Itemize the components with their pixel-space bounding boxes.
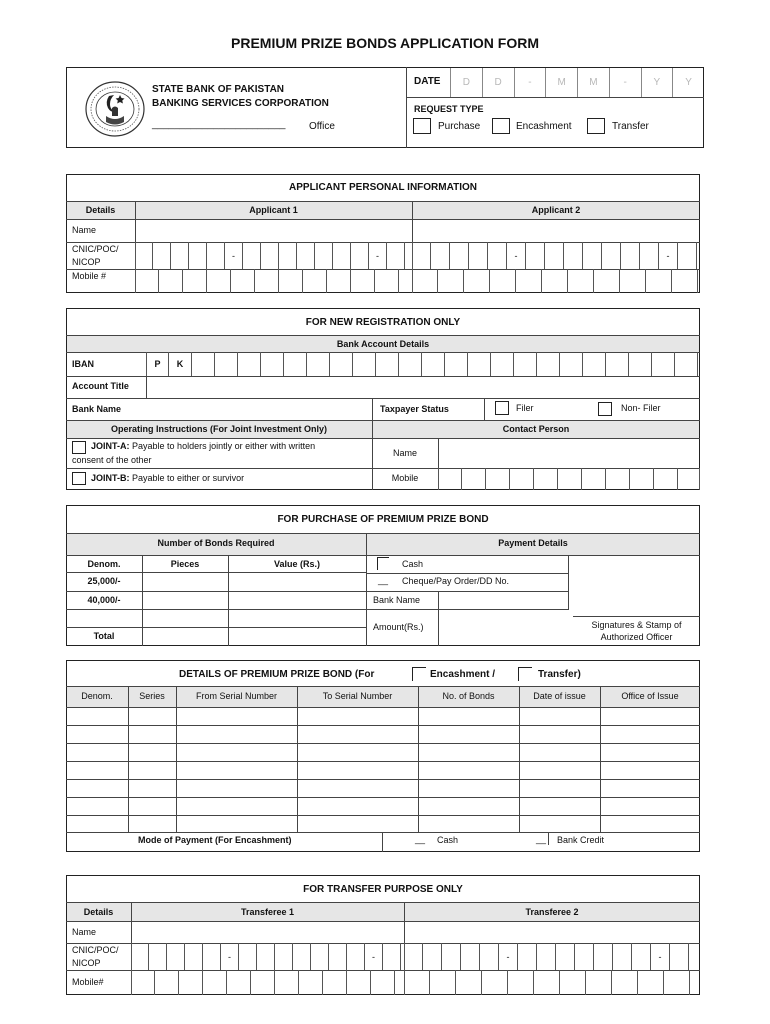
- amount-field[interactable]: [439, 610, 567, 645]
- joint-a-checkbox[interactable]: [72, 441, 86, 454]
- taxpayer-status-label: Taxpayer Status: [380, 404, 449, 414]
- personal-title: APPLICANT PERSONAL INFORMATION: [289, 182, 477, 193]
- purchase-title: FOR PURCHASE OF PREMIUM PRIZE BOND: [277, 514, 489, 525]
- mode-bank-credit-blank[interactable]: __: [536, 834, 547, 844]
- details-encashment-label: Encashment /: [430, 669, 496, 680]
- joint-b-option: JOINT-B: Payable to either or survivor: [91, 473, 245, 483]
- col-denom: Denom.: [81, 691, 113, 701]
- org-name-1: STATE BANK OF PAKISTAN: [152, 84, 285, 95]
- request-type-label: REQUEST TYPE: [414, 104, 484, 114]
- purchase-label: Purchase: [438, 121, 481, 132]
- joint-b-checkbox[interactable]: [72, 472, 86, 485]
- encashment-label: Encashment: [516, 121, 572, 132]
- filer-label: Filer: [516, 403, 534, 413]
- transfer-label: Transfer: [612, 121, 649, 132]
- account-title-label: Account Title: [72, 381, 129, 391]
- cash-checkbox[interactable]: [377, 557, 389, 570]
- applicant-1-mobile-cells[interactable]: [135, 269, 412, 293]
- details-encashment-checkbox[interactable]: [412, 667, 426, 681]
- office-label: Office: [309, 121, 335, 132]
- denom-header: Denom.: [87, 559, 121, 569]
- payment-bank-name-label: Bank Name: [373, 595, 421, 605]
- col-office-of-issue: Office of Issue: [621, 691, 679, 701]
- transfer-name-label: Name: [72, 927, 97, 937]
- office-blank[interactable]: ________________________: [152, 119, 286, 130]
- transferee-1-name-field[interactable]: [132, 922, 403, 942]
- transferee-2-name-field[interactable]: [405, 922, 699, 942]
- contact-name-field[interactable]: [439, 439, 699, 467]
- joint-a-text-line2: consent of the other: [72, 455, 152, 465]
- pieces-25000-field[interactable]: [143, 573, 227, 590]
- transferee-1-cnic-cells[interactable]: - -: [131, 943, 404, 970]
- denom-40000: 40,000/-: [87, 595, 121, 605]
- transfer-nicop-label: NICOP: [72, 958, 101, 968]
- registration-title: FOR NEW REGISTRATION ONLY: [305, 317, 461, 328]
- mode-bank-credit-label: Bank Credit: [557, 835, 605, 845]
- contact-name-label: Name: [392, 448, 417, 458]
- mobile-label: Mobile #: [72, 271, 107, 281]
- total-label: Total: [93, 631, 115, 641]
- pieces-header: Pieces: [170, 559, 200, 569]
- details-transfer-label: Transfer): [538, 669, 581, 680]
- pieces-40000-field[interactable]: [143, 592, 227, 608]
- applicant-1-cnic-cells[interactable]: - -: [135, 242, 412, 269]
- details-header: Details: [85, 205, 116, 215]
- bank-details-header: Bank Account Details: [336, 339, 430, 349]
- transferee-2-mobile-cells[interactable]: [404, 970, 700, 995]
- date-label: DATE: [414, 76, 441, 87]
- iban-cells[interactable]: P K: [146, 352, 700, 376]
- transferee-1-mobile-cells[interactable]: [131, 970, 404, 995]
- mode-cash-label: Cash: [437, 835, 459, 845]
- col-to-serial: To Serial Number: [322, 691, 393, 701]
- value-total-field[interactable]: [229, 628, 365, 645]
- payment-details-header: Payment Details: [498, 538, 568, 548]
- purchase-checkbox[interactable]: [413, 118, 431, 134]
- value-40000-field[interactable]: [229, 592, 365, 608]
- col-from-serial: From Serial Number: [195, 691, 278, 701]
- account-title-field[interactable]: [147, 377, 699, 397]
- bank-name-label: Bank Name: [72, 404, 122, 414]
- cheque-label: Cheque/Pay Order/DD No.: [402, 576, 510, 586]
- joint-a-option: JOINT-A: Payable to holders jointly or either with written: [91, 441, 316, 451]
- cheque-blank[interactable]: __: [378, 575, 389, 585]
- filer-checkbox[interactable]: [495, 401, 509, 415]
- date-cells[interactable]: D D - M M - Y Y: [450, 68, 704, 97]
- sbp-seal-logo: [84, 80, 146, 138]
- transferee-1-header: Transferee 1: [240, 907, 295, 917]
- col-date-of-issue: Date of issue: [533, 691, 586, 701]
- operating-instructions-header: Operating Instructions (For Joint Investment Only): [110, 424, 328, 434]
- value-header: Value (Rs.): [273, 559, 320, 569]
- denom-25000: 25,000/-: [87, 576, 121, 586]
- cnic-label: CNIC/POC/: [72, 244, 119, 254]
- name-label: Name: [72, 225, 97, 235]
- pieces-total-field[interactable]: [143, 628, 227, 645]
- signature-label-1: Signatures & Stamp of: [591, 620, 682, 630]
- cash-label: Cash: [402, 559, 424, 569]
- amount-label: Amount(Rs.): [373, 622, 424, 632]
- org-name-2: BANKING SERVICES CORPORATION: [152, 98, 329, 109]
- col-series: Series: [139, 691, 165, 701]
- mode-of-payment-label: Mode of Payment (For Encashment): [138, 835, 292, 845]
- bond-details-title: DETAILS OF PREMIUM PRIZE BOND (For: [179, 669, 375, 680]
- transferee-2-cnic-cells[interactable]: - -: [404, 943, 700, 970]
- nonfiler-checkbox[interactable]: [598, 402, 612, 416]
- iban-label: IBAN: [72, 359, 94, 369]
- contact-person-header: Contact Person: [502, 424, 570, 434]
- transfer-checkbox[interactable]: [587, 118, 605, 134]
- col-no-of-bonds: No. of Bonds: [442, 691, 495, 701]
- signature-label-2: Authorized Officer: [600, 632, 673, 642]
- applicant-1-header: Applicant 1: [249, 205, 298, 215]
- transferee-2-header: Transferee 2: [525, 907, 579, 917]
- signature-stamp-area[interactable]: [569, 556, 699, 610]
- nicop-label: NICOP: [72, 257, 101, 267]
- transfer-details-header: Details: [83, 907, 114, 917]
- bank-name-field[interactable]: [147, 399, 371, 419]
- mode-cash-blank[interactable]: __: [415, 834, 426, 844]
- payment-bank-name-field[interactable]: [439, 592, 567, 608]
- encashment-checkbox[interactable]: [492, 118, 510, 134]
- value-25000-field[interactable]: [229, 573, 365, 590]
- transfer-title: FOR TRANSFER PURPOSE ONLY: [303, 884, 463, 895]
- contact-mobile-cells[interactable]: [438, 468, 700, 490]
- number-required-header: Number of Bonds Required: [157, 538, 275, 548]
- nonfiler-label: Non- Filer: [621, 403, 661, 413]
- applicant-2-cnic-cells[interactable]: - -: [412, 242, 700, 269]
- details-transfer-checkbox[interactable]: [518, 667, 532, 681]
- transfer-cnic-label: CNIC/POC/: [72, 945, 119, 955]
- applicant-2-mobile-cells[interactable]: [412, 269, 700, 293]
- form-title: PREMIUM PRIZE BONDS APPLICATION FORM: [231, 35, 539, 51]
- contact-mobile-label: Mobile: [391, 473, 419, 483]
- applicant-2-header: Applicant 2: [531, 205, 581, 215]
- transfer-mobile-label: Mobile#: [72, 977, 104, 987]
- bond-detail-rows[interactable]: [67, 708, 699, 832]
